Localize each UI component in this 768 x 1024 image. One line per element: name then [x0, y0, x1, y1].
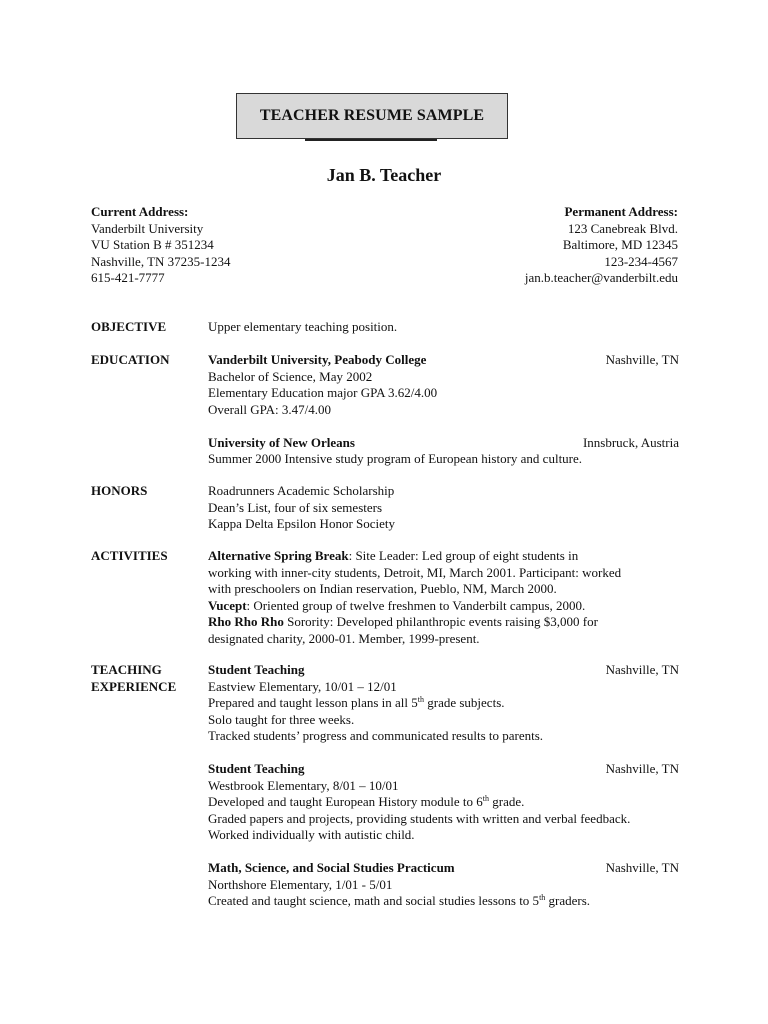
- current-address-line: Vanderbilt University: [91, 220, 204, 236]
- email-link[interactable]: jan.b.teacher@vanderbilt.edu: [524, 270, 678, 285]
- job-school: Eastview Elementary, 10/01 – 12/01: [208, 678, 397, 694]
- job-duty: [208, 893, 679, 910]
- job-title: Student Teaching: [208, 662, 305, 677]
- honor-item: Dean’s List, four of six semesters: [208, 499, 383, 515]
- job-location: Nashville, TN: [605, 761, 679, 776]
- current-address: [91, 204, 231, 287]
- activity-title: Rho Rho Rho: [208, 614, 284, 629]
- activity-line: [208, 598, 679, 615]
- duty-text: Prepared and taught lesson plans in all 5: [208, 695, 418, 710]
- permanent-address-line: 123 Canebreak Blvd.: [567, 220, 678, 236]
- duty-text: grade subjects.: [424, 695, 505, 710]
- permanent-address: [525, 204, 678, 287]
- current-address-line: Nashville, TN 37235-1234: [91, 253, 231, 269]
- education-entry: [208, 435, 679, 468]
- section-label-line: TEACHING: [91, 662, 162, 677]
- job-duty: Worked individually with autistic child.: [208, 827, 415, 842]
- permanent-address-heading: Permanent Address:: [564, 204, 678, 219]
- candidate-name: Jan B. Teacher: [326, 165, 442, 185]
- activities-content: [208, 548, 679, 647]
- gpa-line: Elementary Education major GPA 3.62/4.00: [208, 385, 438, 400]
- honor-item: Roadrunners Academic Scholarship: [208, 483, 395, 498]
- resume-title-box: [236, 93, 508, 139]
- gpa-line: Overall GPA: 3.47/4.00: [208, 401, 332, 417]
- section-label-teaching: [91, 662, 206, 695]
- duty-text: Created and taught science, math and social studies lessons to 5: [208, 893, 540, 908]
- honors-list: [208, 483, 679, 533]
- ordinal-suffix: th: [482, 794, 489, 803]
- ordinal-suffix: th: [539, 893, 546, 902]
- current-address-line: VU Station B # 351234: [91, 237, 214, 252]
- activity-title: Alternative Spring Break: [208, 548, 349, 563]
- activity-title: Vucept: [208, 597, 247, 613]
- job-duty: Graded papers and projects, providing students with written and verbal feedback.: [208, 810, 631, 826]
- section-label-honors: HONORS: [91, 483, 148, 498]
- current-address-heading: Current Address:: [91, 204, 189, 219]
- ordinal-suffix: th: [417, 695, 424, 704]
- title-underline: [305, 139, 437, 141]
- permanent-address-line: Baltimore, MD 12345: [562, 237, 678, 252]
- school-name: University of New Orleans: [208, 434, 355, 450]
- activity-line: designated charity, 2000-01. Member, 1999-present.: [208, 630, 480, 646]
- job-duty: [208, 794, 679, 811]
- degree-line: Bachelor of Science, May 2002: [208, 368, 373, 384]
- section-label-line: EXPERIENCE: [91, 678, 177, 694]
- school-name: Vanderbilt University, Peabody College: [208, 352, 427, 367]
- job-duty: Solo taught for three weeks.: [208, 711, 355, 727]
- section-label-activities: ACTIVITIES: [91, 548, 168, 563]
- duty-text: grade.: [488, 794, 525, 809]
- job-duty: [208, 695, 679, 712]
- job-duty: Tracked students’ progress and communicated results to parents.: [208, 728, 544, 743]
- objective-text: Upper elementary teaching position.: [208, 319, 398, 334]
- job-title: Student Teaching: [208, 761, 305, 776]
- activity-text: : Oriented group of twelve freshmen to Vanderbilt campus, 2000.: [246, 597, 586, 613]
- program-line: Summer 2000 Intensive study program of European history and culture.: [208, 451, 583, 466]
- activity-line: [208, 614, 679, 631]
- job-location: Nashville, TN: [605, 662, 679, 677]
- job-school: Northshore Elementary, 1/01 - 5/01: [208, 876, 393, 892]
- job-school: Westbrook Elementary, 8/01 – 10/01: [208, 777, 399, 793]
- section-label-objective: OBJECTIVE: [91, 319, 167, 334]
- duty-text: Developed and taught European History module to 6: [208, 794, 483, 809]
- teaching-content: [208, 662, 679, 910]
- activity-text: Sorority: Developed philanthropic events raising $3,000 for: [283, 614, 598, 629]
- section-label-education: EDUCATION: [91, 352, 170, 367]
- education-content: [208, 352, 679, 468]
- job-location: Nashville, TN: [605, 860, 679, 875]
- school-location: Innsbruck, Austria: [582, 434, 679, 450]
- current-phone: 615-421-7777: [91, 270, 165, 285]
- school-location: Nashville, TN: [605, 352, 679, 367]
- job-title: Math, Science, and Social Studies Practicum: [208, 860, 455, 875]
- resume-title: TEACHER RESUME SAMPLE: [259, 107, 485, 124]
- education-entry: [208, 352, 679, 418]
- teaching-entry: [208, 662, 679, 745]
- teaching-entry: [208, 860, 679, 910]
- teaching-entry: [208, 761, 679, 844]
- activity-text: : Site Leader: Led group of eight students in: [348, 548, 579, 563]
- activity-line: with preschoolers on Indian reservation, Pueblo, NM, March 2000.: [208, 581, 557, 596]
- honor-item: Kappa Delta Epsilon Honor Society: [208, 516, 396, 531]
- duty-text: graders.: [545, 893, 591, 908]
- activity-line: [208, 548, 679, 565]
- activity-line: working with inner-city students, Detroit, MI, March 2001. Participant: worked: [208, 564, 622, 580]
- permanent-phone: 123-234-4567: [604, 253, 678, 269]
